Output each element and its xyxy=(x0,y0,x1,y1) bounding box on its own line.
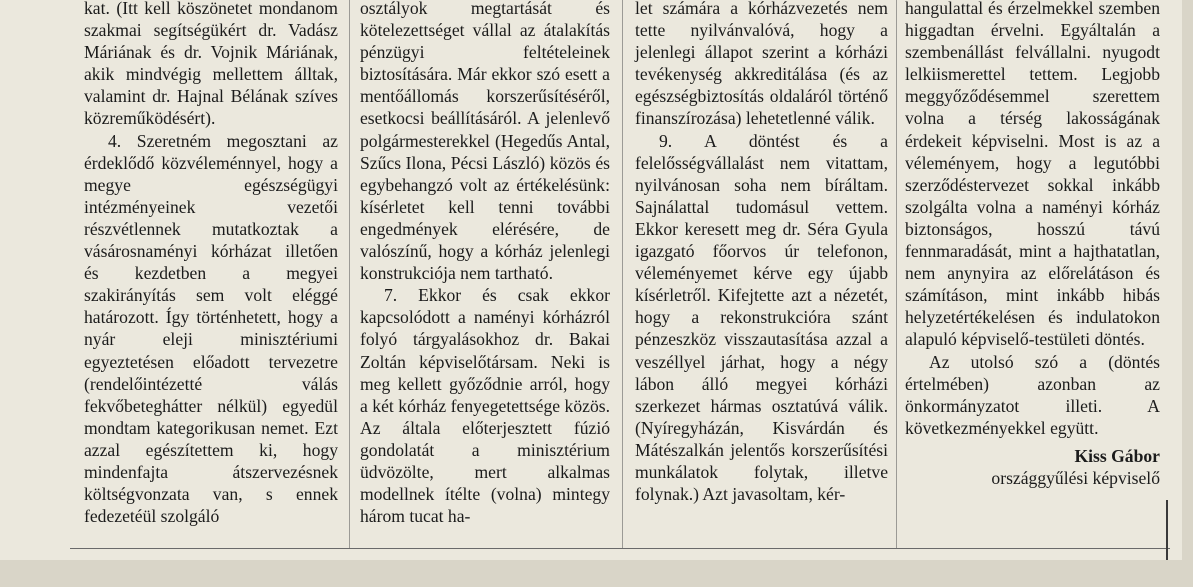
column-divider xyxy=(622,0,623,548)
article-column-3 xyxy=(635,0,888,505)
column-2-paragraph-2: 7. Ekkor és csak ekkor kapcsolódott a naményi kórházról folyó tárgyalásokhoz dr. Bakai Zoltán képviselőtársam. Neki is meg kellett győződnie arról, hogy a két kórház fenyegetettsége közös. Az általa előterjesztett fúzió gondolatát a minisztérium üdvözölte, mert alkalmas modellnek ítélte (volna) mintegy három tucat ha- xyxy=(360,285,610,527)
column-4-paragraph-1: hangulattal és érzelmekkel szemben higgadtan érvelni. Egyáltalán a szembenállást felvállalni. nyugodt lelkiismerettel tettem. Legjobb meggyőződésemmel szerettem volna a térség lakosságának érdekeit képviselni. Most is az a véleményem, hogy a legutóbbi szerződéstervezet sokkal inkább szolgálta volna a naményi kórház biztonságos, hosszú távú fennmaradását, mint a hajthatatlan, nem anynyira az előrelátáson és számításon, mint inkább hibás helyzetértékelésen és indulatokon alapuló képviselő-testületi döntés. xyxy=(905,0,1160,350)
article-column-1 xyxy=(84,0,338,527)
author-signature xyxy=(905,445,1160,489)
column-divider xyxy=(896,0,897,548)
column-divider xyxy=(349,0,350,548)
article-column-4 xyxy=(905,0,1160,489)
column-3-paragraph-2: 9. A döntést és a felelősségvállalást nem vitattam, nyilvánosan soha nem bíráltam. Sajnálattal tudomásul vettem. Ekkor keresett meg dr. Séra Gyula igazgató főorvos úr telefonon, véleményemet kérve egy újabb kísérletről. Kifejtette azt a nézetét, hogy a rekonstrukcióra szánt pénzeszköz visszautasítása azzal a veszéllyel járhat, hogy a négy lábon álló megyei kórházi szerkezet hármas osztatúvá válik. (Nyíregyházán, Kisvárdán és Mátészalkán jelentős korszerűsítési munkálatok folytak, illetve folynak.) Azt javasoltam, kér- xyxy=(635,130,888,505)
article-column-2 xyxy=(360,0,610,527)
column-3-paragraph-1: let számára a kórházvezetés nem tette nyilvánvalóvá, hogy a jelenlegi állapot szerint a kórházi tevékenység akkreditálása (és az egészségbiztosítás oldaláról történő finanszírozása) lehetetlenné válik. xyxy=(635,0,888,129)
author-title: országgyűlési képviselő xyxy=(991,467,1160,488)
column-4-paragraph-2: Az utolsó szó a (döntés értelmében) azonban az önkormányzatot illeti. A következményekkel együtt. xyxy=(905,351,1160,438)
author-name: Kiss Gábor xyxy=(1074,445,1160,466)
bottom-rule xyxy=(70,548,1170,549)
column-1-paragraph-2: 4. Szeretném megosztani az érdeklődő közvéleménnyel, hogy a megye egészségügyi intézményeinek vezetői részvétlennek mutatkoztak a vásárosnaményi kórházat illetően és kezdetben a megyei szakirányítás sem volt eléggé határozott. Így történhetett, hogy a nyár eleji minisztériumi egyeztetésen előadott tervezetre (rendelőintézetté válás fekvőbeteghátter nélkül) egyedül mondtam kategorikusan nemet. Ezt azzal egészítettem ki, hogy mindenfajta átszervezésnek költségvonzata van, s ennek fedezetéül szolgáló xyxy=(84,130,338,527)
column-2-paragraph-1: osztályok megtartását és kötelezettséget vállal az átalakítás pénzügyi feltételeinek biztosítására. Már ekkor szó esett a mentőállomás korszerűsítéséről, esetkocsi beállításáról. A jelenlevő polgármesterekkel (Hegedűs Antal, Szűcs Ilona, Pécsi László) közös és egybehangzó volt az értékelésünk: kísérletet kell tenni további engedmények elérésére, de valószínű, hogy a kórház jelenlegi konstrukciója nem tartható. xyxy=(360,0,610,284)
column-1-paragraph-1: kat. (Itt kell köszönetet mondanom szakmai segítségükért dr. Vadász Máriának és dr. Vojnik Máriának, akik mindvégig mellettem álltak, valamint dr. Hajnal Bélának szíves közreműködésért). xyxy=(84,0,338,129)
edge-rule xyxy=(1166,500,1168,560)
